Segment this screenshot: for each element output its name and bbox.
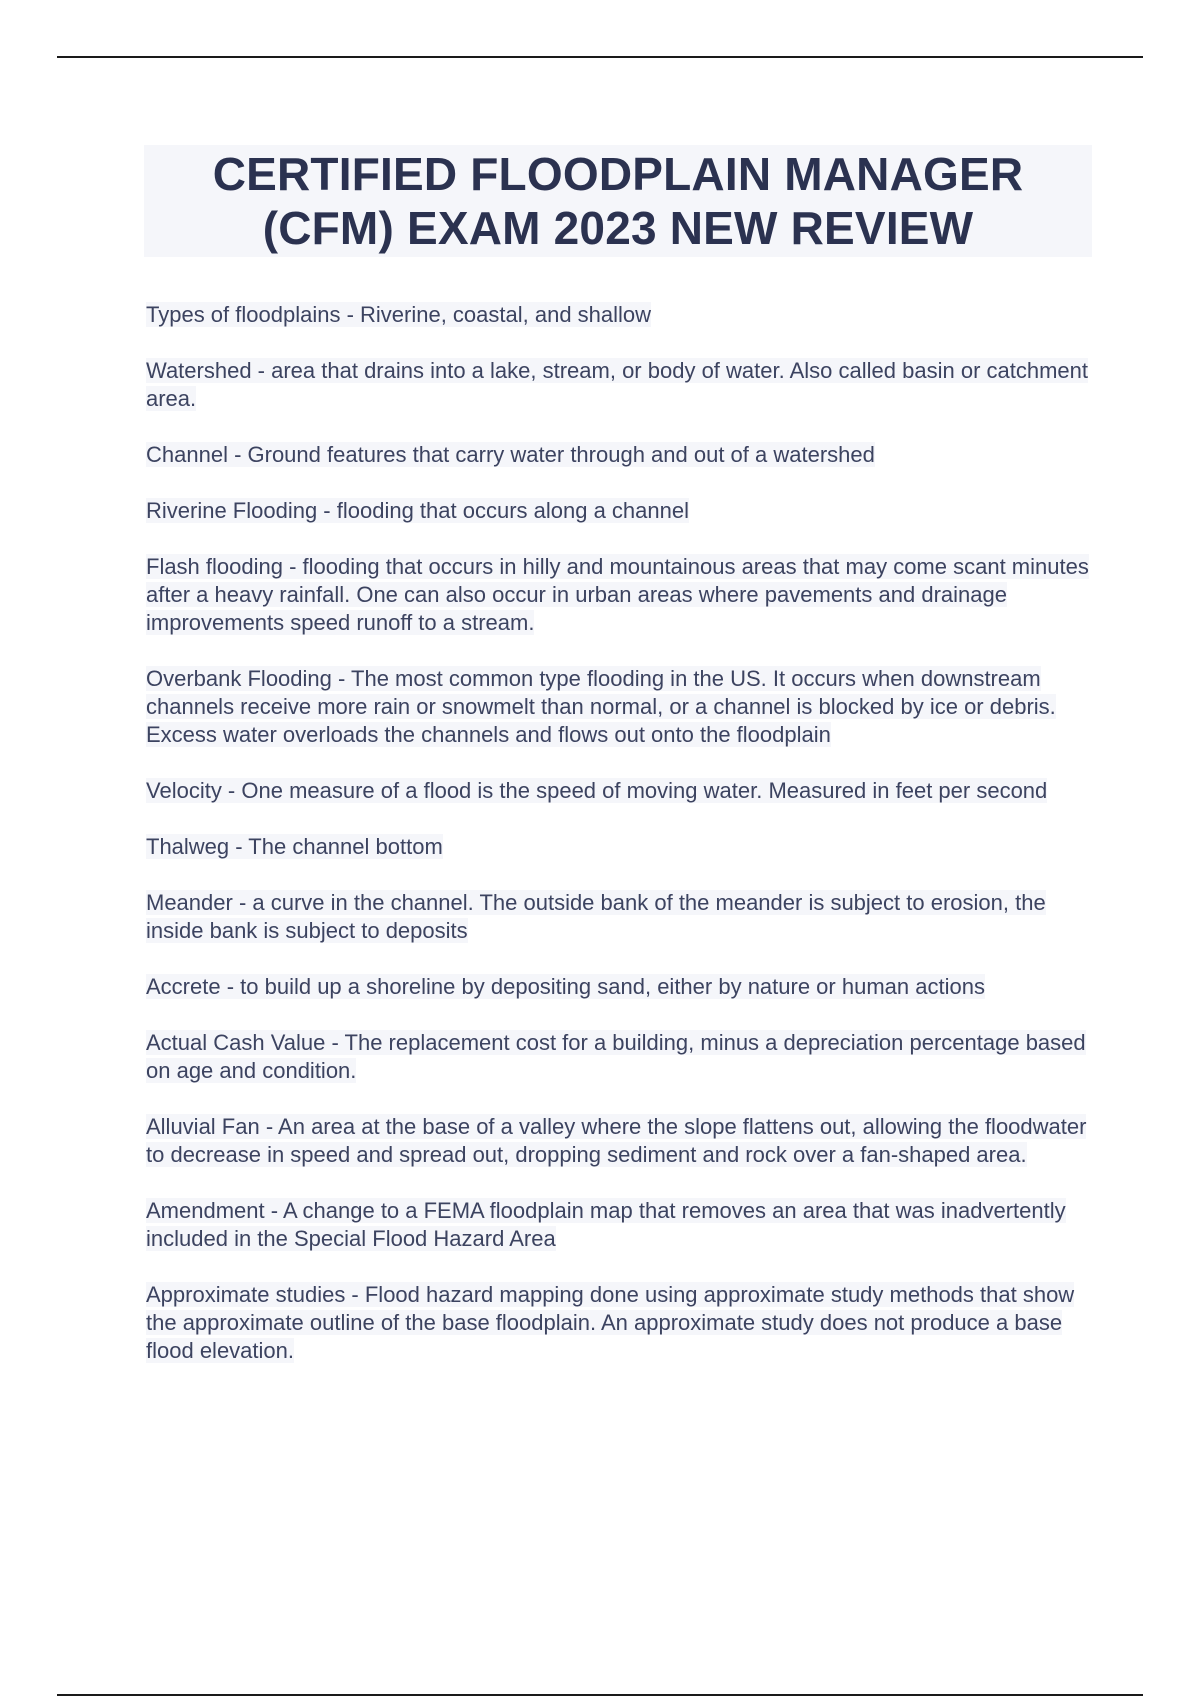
glossary-entry-types-of-floodplains: Types of floodplains - Riverine, coastal, and shallow	[146, 302, 652, 327]
glossary-entry-accrete: Accrete - to build up a shoreline by depositing sand, either by nature or human actions	[146, 974, 985, 999]
glossary-entry-flash-flooding: Flash flooding - flooding that occurs in hilly and mountainous areas that may come scant minutes after a heavy rainfall. One can also occur in urban areas where pavements and drainage improvements speed runoff to a stream.	[146, 554, 1089, 635]
glossary-list	[146, 301, 1092, 1393]
glossary-entry-channel: Channel - Ground features that carry water through and out of a watershed	[146, 442, 875, 467]
title-line-1: CERTIFIED FLOODPLAIN MANAGER	[212, 148, 1024, 200]
title-banner	[144, 145, 1092, 257]
glossary-entry-approximate-studies: Approximate studies - Flood hazard mapping done using approximate study methods that show the approximate outline of the base floodplain. An approximate study does not produce a base flood elevation.	[146, 1282, 1075, 1363]
glossary-entry-watershed: Watershed - area that drains into a lake, stream, or body of water. Also called basin or catchment area.	[146, 358, 1088, 411]
glossary-entry-thalweg: Thalweg - The channel bottom	[146, 834, 443, 859]
glossary-entry-amendment: Amendment - A change to a FEMA floodplain map that removes an area that was inadvertently included in the Special Flood Hazard Area	[146, 1198, 1066, 1251]
document-title	[213, 147, 1024, 255]
glossary-entry-actual-cash-value: Actual Cash Value - The replacement cost for a building, minus a depreciation percentage based on age and condition.	[146, 1030, 1086, 1083]
bottom-rule	[57, 1694, 1143, 1696]
glossary-entry-overbank-flooding: Overbank Flooding - The most common type flooding in the US. It occurs when downstream channels receive more rain or snowmelt than normal, or a channel is blocked by ice or debris. Excess water overloads the channels and flows out onto the floodplain	[146, 666, 1056, 747]
glossary-entry-alluvial-fan: Alluvial Fan - An area at the base of a valley where the slope flattens out, allowing the floodwater to decrease in speed and spread out, dropping sediment and rock over a fan-shaped area.	[146, 1114, 1087, 1167]
title-line-2: (CFM) EXAM 2023 NEW REVIEW	[262, 202, 974, 254]
glossary-entry-meander: Meander - a curve in the channel. The outside bank of the meander is subject to erosion, the inside bank is subject to deposits	[146, 890, 1046, 943]
glossary-entry-velocity: Velocity - One measure of a flood is the speed of moving water. Measured in feet per second	[146, 778, 1048, 803]
glossary-entry-riverine-flooding: Riverine Flooding - flooding that occurs along a channel	[146, 498, 689, 523]
top-rule	[57, 56, 1143, 58]
